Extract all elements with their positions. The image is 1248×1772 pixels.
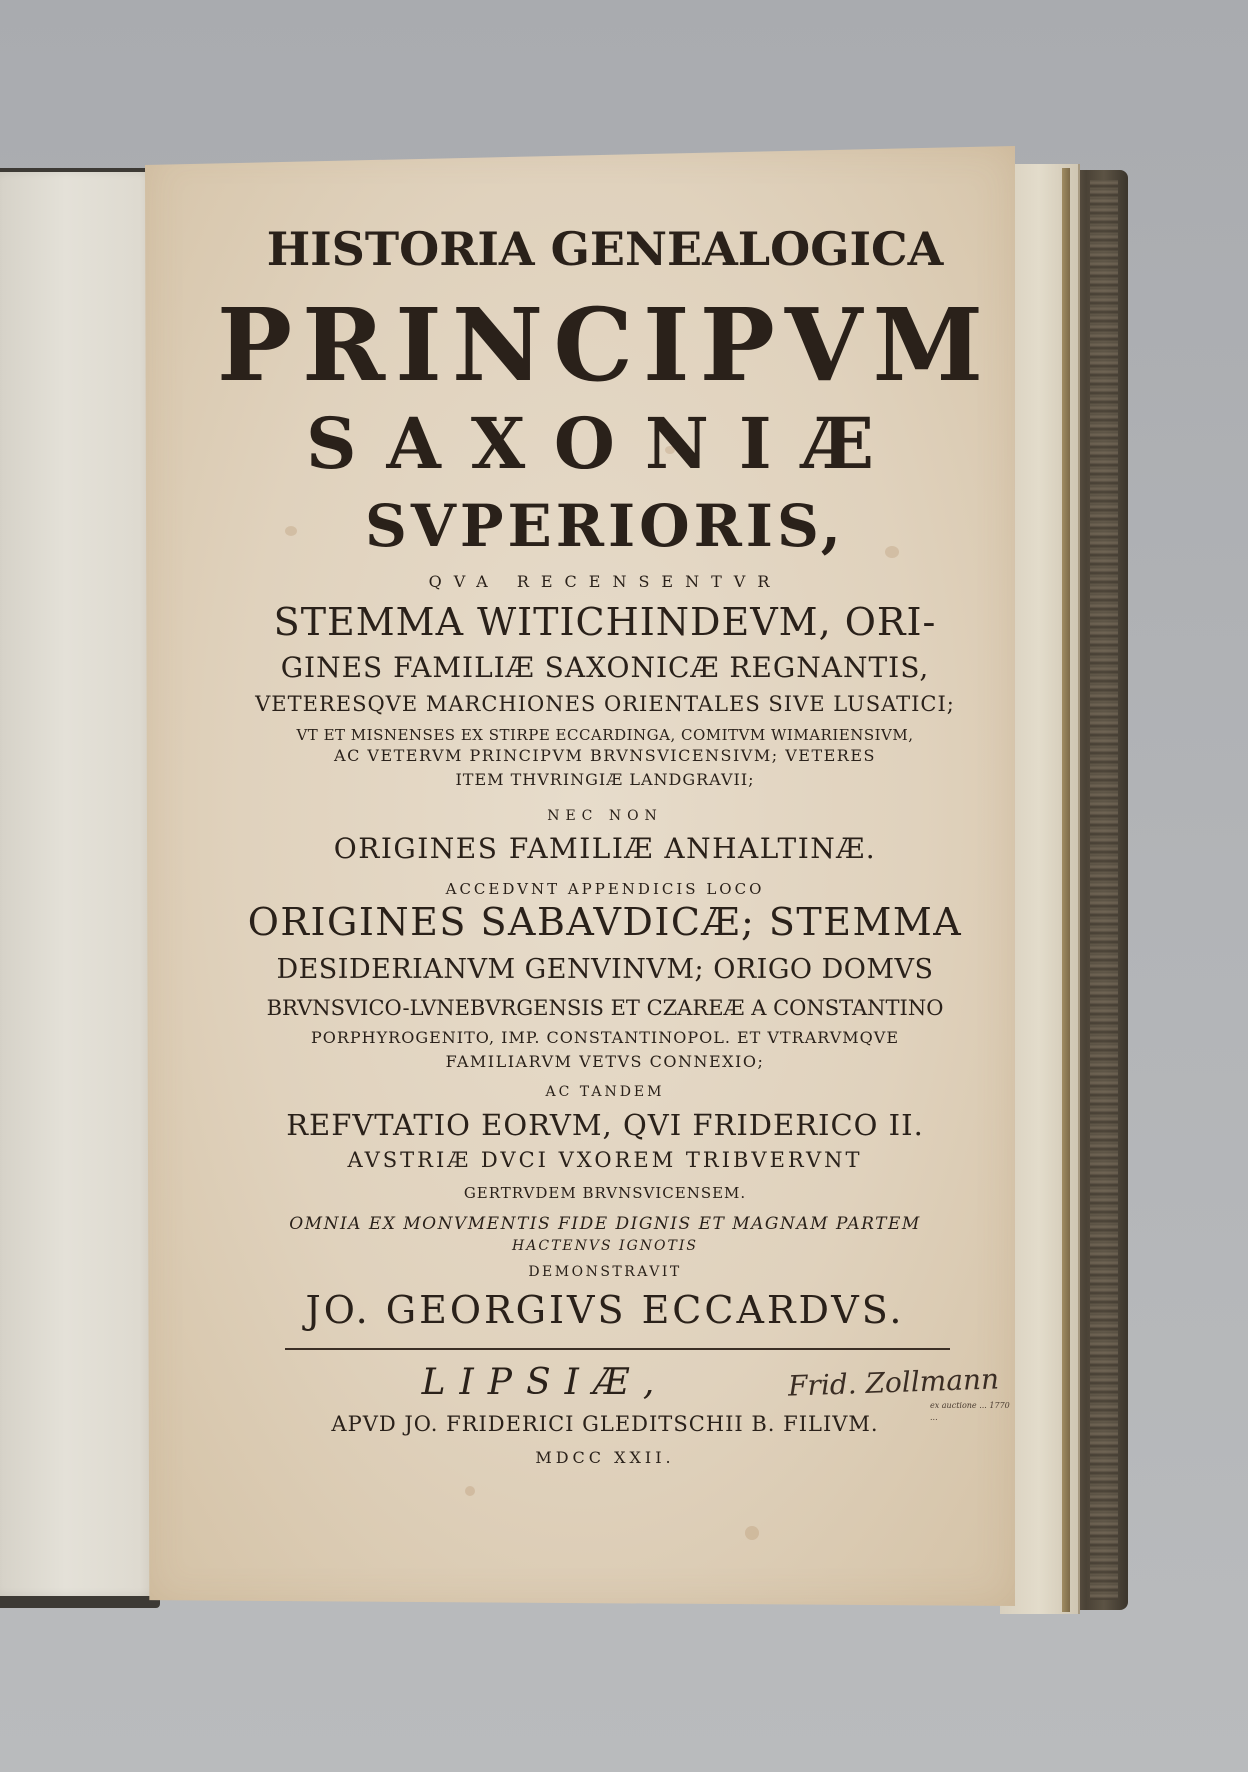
imprint-publisher: APVD JO. FRIDERICI GLEDITSCHII B. FILIVM.	[331, 1412, 879, 1436]
subtitle-line: AC TANDEM	[545, 1084, 665, 1100]
subtitle-line: DESIDERIANVM GENVINVM; ORIGO DOMVS	[276, 954, 934, 985]
subtitle-line: HACTENVS IGNOTIS	[512, 1238, 698, 1254]
imprint-place: LIPSIÆ,	[421, 1362, 669, 1403]
subtitle-line: NEC NON	[547, 808, 663, 824]
subtitle-line: OMNIA EX MONVMENTIS FIDE DIGNIS ET MAGNAM PARTEM	[289, 1214, 921, 1234]
handwritten-signature: Frid. Zollmann	[787, 1362, 1000, 1403]
left-flyleaf	[0, 172, 164, 1596]
title-line: HISTORIA GENEALOGICA	[266, 222, 944, 276]
subtitle-line: ORIGINES SABAVDICÆ; STEMMA	[247, 900, 963, 944]
subtitle-line: GINES FAMILIÆ SAXONICÆ REGNANTIS,	[280, 651, 930, 684]
title-main: PRINCIPVM	[216, 286, 994, 404]
foxing-spot	[745, 1526, 759, 1540]
subtitle-line: FAMILIARVM VETVS CONNEXIO;	[445, 1052, 765, 1071]
title-line: SAXONIÆ	[305, 402, 905, 485]
imprint-year: MDCC XXII.	[535, 1448, 675, 1467]
subtitle-line: AVSTRIÆ DVCI VXOREM TRIBVERVNT	[347, 1148, 863, 1172]
subtitle-line: STEMMA WITICHINDEVM, ORI-	[273, 600, 937, 644]
subtitle-line: REFVTATIO EORVM, QVI FRIDERICO II.	[286, 1108, 924, 1142]
subtitle-line: PORPHYROGENITO, IMP. CONSTANTINOPOL. ET VTRARVMQVE	[310, 1028, 900, 1047]
subtitle-line: ITEM THVRINGIÆ LANDGRAVII;	[455, 770, 755, 789]
marbled-cover-edge	[1090, 180, 1118, 1600]
page-edge	[1062, 168, 1070, 1612]
subtitle-line: BRVNSVICO-LVNEBVRGENSIS ET CZAREÆ A CONSTANTINO	[266, 996, 944, 1020]
subtitle-line: VETERESQVE MARCHIONES ORIENTALES SIVE LUSATICI;	[255, 692, 955, 716]
subtitle-line: AC VETERVM PRINCIPVM BRVNSVICENSIVM; VETERES	[334, 746, 876, 765]
divider-rule	[285, 1348, 950, 1350]
author-line: JO. GEORGIVS ECCARDVS.	[305, 1288, 905, 1332]
subtitle-line: QVA RECENSENTVR	[428, 572, 782, 591]
subtitle-line: DEMONSTRAVIT	[528, 1264, 682, 1280]
subtitle-line: VT ET MISNENSES EX STIRPE ECCARDINGA, COMITVM WIMARIENSIVM,	[296, 726, 914, 744]
foxing-spot	[465, 1486, 475, 1496]
title-line: SVPERIORIS,	[365, 492, 845, 560]
subtitle-line: ORIGINES FAMILIÆ ANHALTINÆ.	[333, 832, 877, 865]
subtitle-line: ACCEDVNT APPENDICIS LOCO	[445, 880, 765, 898]
handwritten-note: ex auctione ... 1770 ...	[930, 1401, 1010, 1422]
subtitle-line: GERTRVDEM BRVNSVICENSEM.	[463, 1184, 747, 1202]
